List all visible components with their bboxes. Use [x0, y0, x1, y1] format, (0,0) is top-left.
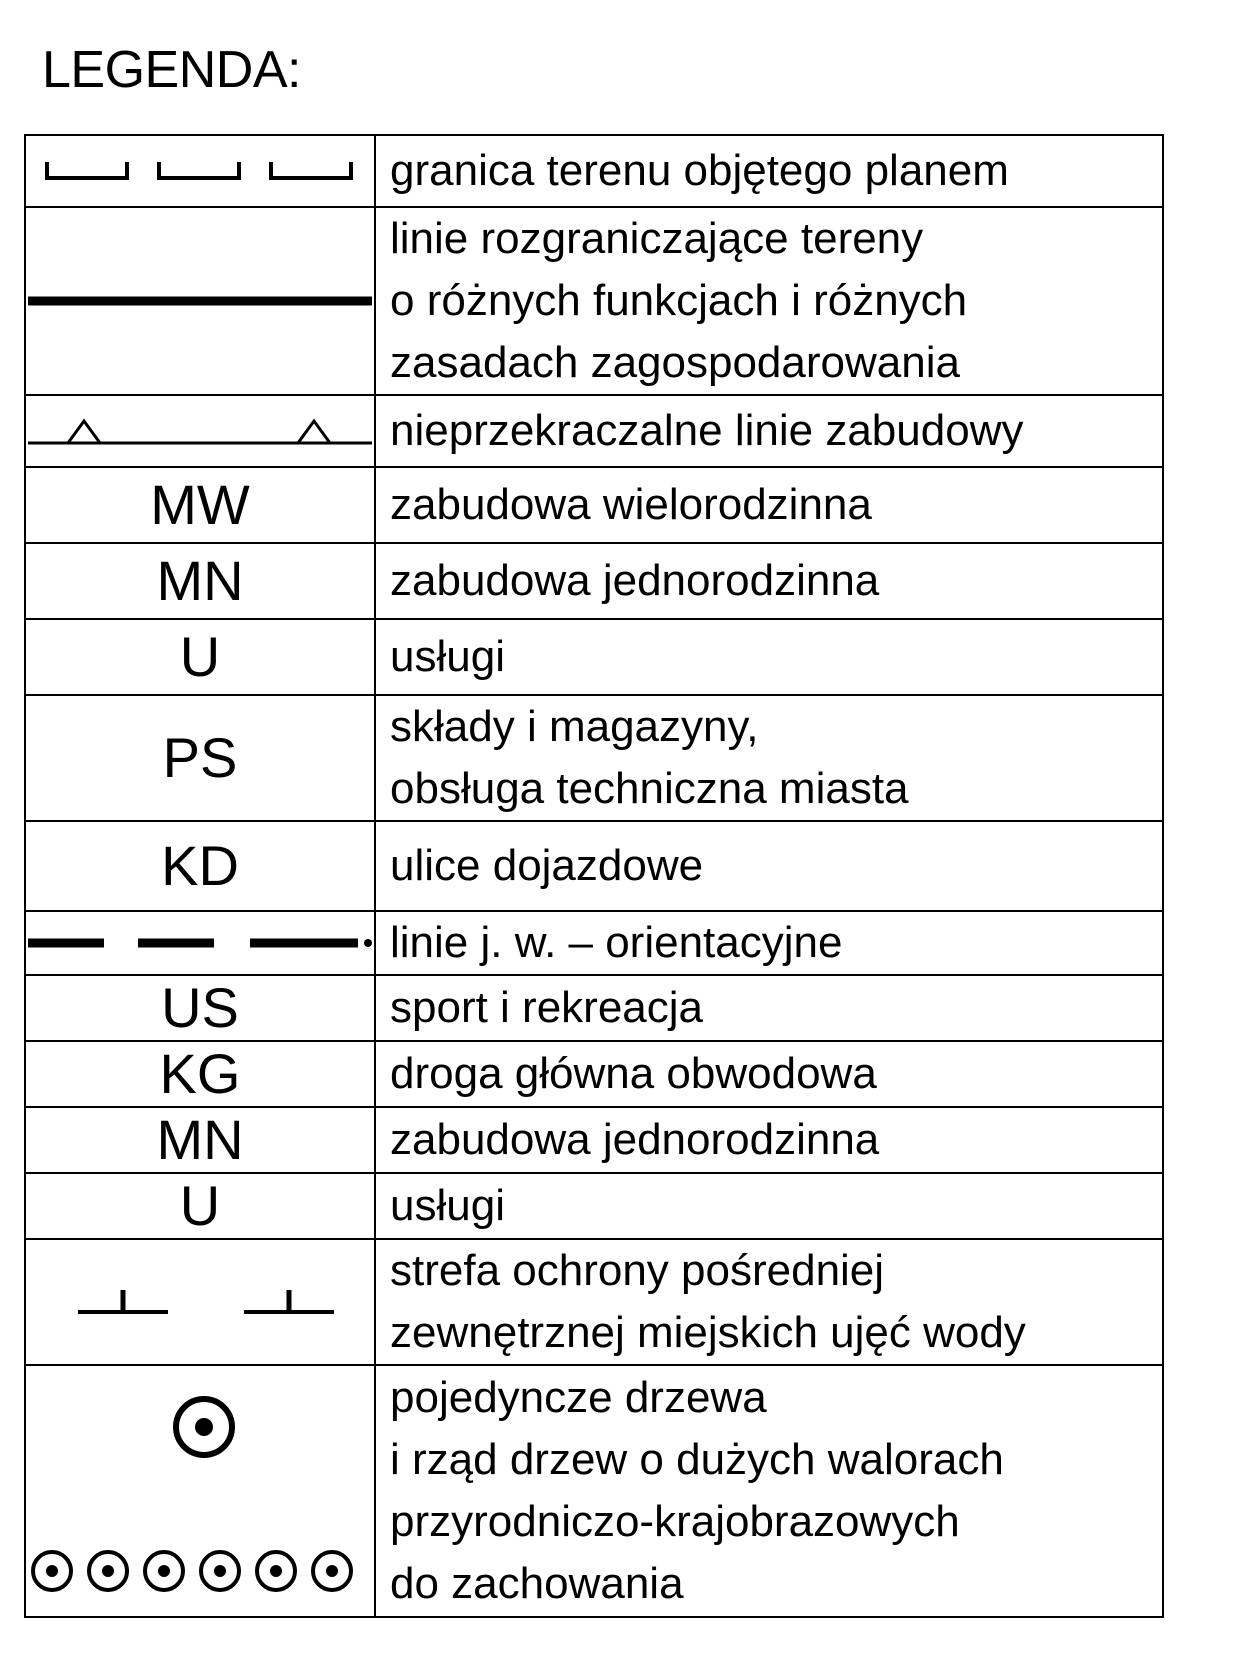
symbol-cell — [25, 395, 375, 467]
legend-row — [25, 135, 1163, 207]
legend-row — [25, 1041, 1163, 1107]
description-cell — [375, 543, 1163, 619]
description-line: zabudowa jednorodzinna — [390, 556, 880, 605]
symbol-cell — [25, 1365, 375, 1617]
legend-row — [25, 467, 1163, 543]
description-line: zabudowa jednorodzinna — [390, 1115, 880, 1164]
zone-code: U — [25, 619, 375, 695]
zone-code: KD — [25, 821, 375, 911]
description-line: zabudowa wielorodzinna — [390, 480, 872, 529]
description-line: zasadach zagospodarowania — [390, 338, 960, 387]
legend-row — [25, 975, 1163, 1041]
description-line: o różnych funkcjach i różnych — [390, 276, 968, 325]
symbol-cell — [25, 911, 375, 975]
description-line: linie j. w. – orientacyjne — [390, 918, 843, 967]
description-line: ulice dojazdowe — [390, 841, 704, 890]
description-line: składy i magazyny, — [390, 702, 759, 751]
trees-icon — [28, 1381, 372, 1601]
description-line: przyrodniczo-krajobrazowych — [390, 1497, 960, 1546]
description-cell — [375, 975, 1163, 1041]
legend-row — [25, 395, 1163, 467]
plan-boundary-icon — [45, 156, 355, 186]
zone-code: PS — [25, 695, 375, 821]
description-line: sport i rekreacja — [390, 983, 704, 1032]
description-cell — [375, 1173, 1163, 1239]
legend-row — [25, 821, 1163, 911]
building-line-icon — [28, 411, 372, 451]
legend-row — [25, 1365, 1163, 1617]
description-cell — [375, 1365, 1163, 1617]
description-line: linie rozgraniczające tereny — [390, 214, 924, 263]
description-line: droga główna obwodowa — [390, 1049, 877, 1098]
description-line: granica terenu objętego planem — [390, 146, 1009, 195]
legend-table — [24, 134, 1164, 1618]
description-cell — [375, 135, 1163, 207]
zone-code: MN — [25, 543, 375, 619]
legend-row — [25, 911, 1163, 975]
description-line: pojedyncze drzewa — [390, 1373, 767, 1422]
description-cell — [375, 821, 1163, 911]
legend-row — [25, 1239, 1163, 1365]
boundary-line-icon — [28, 293, 372, 309]
zone-code: MN — [25, 1107, 375, 1173]
zone-code: US — [25, 975, 375, 1041]
description-cell — [375, 695, 1163, 821]
legend-row — [25, 695, 1163, 821]
description-cell — [375, 911, 1163, 975]
description-cell — [375, 1107, 1163, 1173]
description-cell — [375, 1239, 1163, 1365]
description-cell — [375, 1041, 1163, 1107]
orientation-line-icon — [28, 935, 372, 951]
description-line: usługi — [390, 1181, 505, 1230]
symbol-cell — [25, 207, 375, 395]
zone-code: KG — [25, 1041, 375, 1107]
description-line: usługi — [390, 632, 505, 681]
water-protection-zone-icon — [28, 1282, 372, 1322]
legend-row — [25, 1107, 1163, 1173]
legend-row — [25, 543, 1163, 619]
zone-code: MW — [25, 467, 375, 543]
description-line: strefa ochrony pośredniej — [390, 1246, 885, 1295]
zone-code: U — [25, 1173, 375, 1239]
symbol-cell — [25, 135, 375, 207]
description-cell — [375, 395, 1163, 467]
legend-row — [25, 1173, 1163, 1239]
description-cell — [375, 467, 1163, 543]
description-line: obsługa techniczna miasta — [390, 764, 909, 813]
legend-title: LEGENDA: — [42, 41, 301, 99]
description-line: nieprzekraczalne linie zabudowy — [390, 406, 1024, 455]
legend-row — [25, 207, 1163, 395]
legend-row — [25, 619, 1163, 695]
description-line: do zachowania — [390, 1559, 684, 1608]
description-cell — [375, 619, 1163, 695]
symbol-cell — [25, 1239, 375, 1365]
description-line: i rząd drzew o dużych walorach — [390, 1435, 1004, 1484]
description-line: zewnętrznej miejskich ujęć wody — [390, 1308, 1026, 1357]
description-cell — [375, 207, 1163, 395]
